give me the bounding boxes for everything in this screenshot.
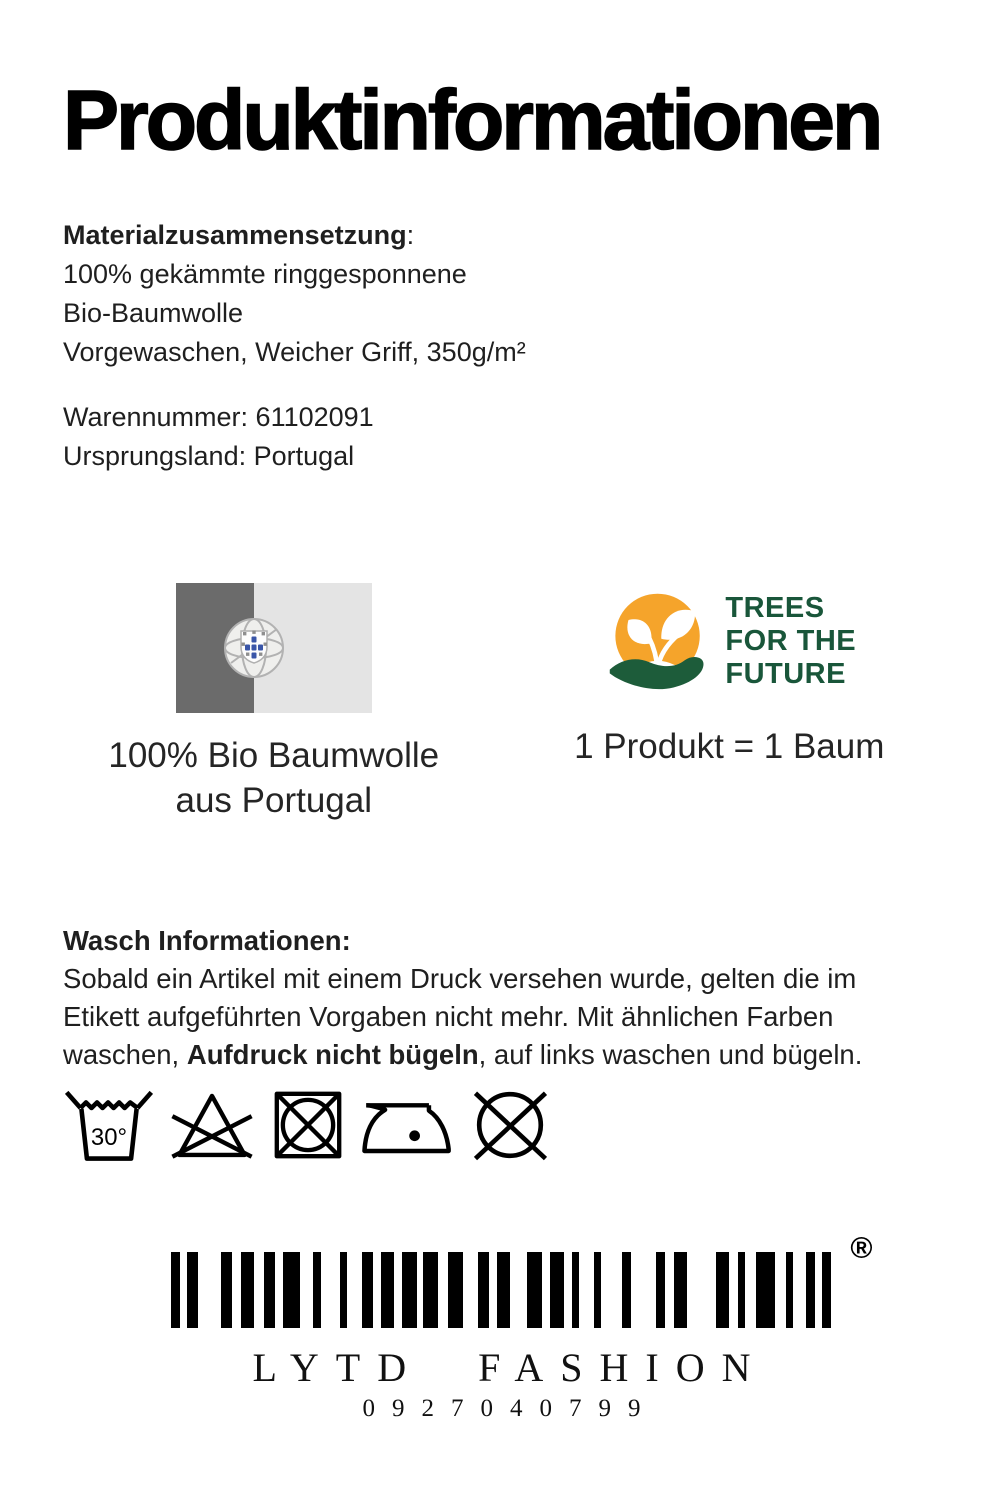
tree-caption: 1 Produkt = 1 Baum	[574, 727, 885, 766]
iron-low-temperature-icon	[360, 1083, 454, 1167]
wash-30-icon	[63, 1083, 155, 1167]
trees-for-the-future-icon	[602, 589, 715, 694]
wash-section	[63, 922, 940, 1168]
do-not-tumble-dry-icon	[269, 1083, 347, 1167]
material-heading	[63, 216, 940, 255]
material-section	[63, 216, 940, 372]
trees-for-the-future-logo	[602, 589, 856, 694]
wash-text-bold: Aufdruck nicht bügeln	[186, 1039, 479, 1070]
portugal-coat-of-arms-icon	[221, 615, 287, 681]
origin-caption	[108, 733, 439, 823]
trees-logo-text	[725, 592, 856, 691]
registered-trademark: ®	[850, 1232, 873, 1265]
trees-logo-line: TREES	[725, 592, 825, 624]
brand-number: 0927040799	[362, 1395, 658, 1422]
badges-row	[63, 583, 940, 823]
country-of-origin: Ursprungsland: Portugal	[63, 441, 355, 471]
material-line: Bio-Baumwolle	[63, 298, 244, 328]
trees-logo-line: FOR THE	[725, 625, 857, 657]
barcode	[171, 1252, 833, 1328]
item-number: Warennummer: 61102091	[63, 402, 374, 432]
wash-text-before: Sobald ein Artikel mit einem Druck versehen wurde, gelten die im Etikett aufgeführten Vorgaben nicht mehr. Mit ähnlichen Farben waschen,	[63, 963, 857, 1070]
material-line: 100% gekämmte ringgesponnene	[63, 259, 467, 289]
material-heading-label: Materialzusammensetzung	[63, 220, 407, 250]
wash-heading: Wasch Informationen:	[63, 925, 351, 956]
origin-badge	[63, 583, 485, 823]
brand-name: LYTD FASHION	[252, 1345, 768, 1390]
material-heading-colon: :	[406, 220, 415, 250]
barcode-block	[171, 1232, 873, 1328]
product-meta-section	[63, 398, 940, 476]
origin-caption-line2: aus Portugal	[175, 781, 373, 820]
wash-text-after: , auf links waschen und bügeln.	[478, 1039, 863, 1070]
do-not-bleach-icon	[168, 1083, 256, 1167]
wash-text	[63, 960, 928, 1074]
do-not-dry-clean-icon	[467, 1083, 553, 1167]
trees-logo-line: FUTURE	[725, 658, 846, 690]
wash-temperature-label: 30°	[90, 1123, 128, 1151]
tree-badge	[519, 583, 941, 823]
page-title: Produktinformationen	[63, 73, 881, 167]
portugal-flag-icon	[176, 583, 372, 713]
brand-footer	[63, 1232, 940, 1423]
material-line: Vorgewaschen, Weicher Griff, 350g/m²	[63, 337, 526, 367]
origin-caption-line1: 100% Bio Baumwolle	[108, 736, 440, 775]
care-symbols-row	[63, 1082, 940, 1168]
